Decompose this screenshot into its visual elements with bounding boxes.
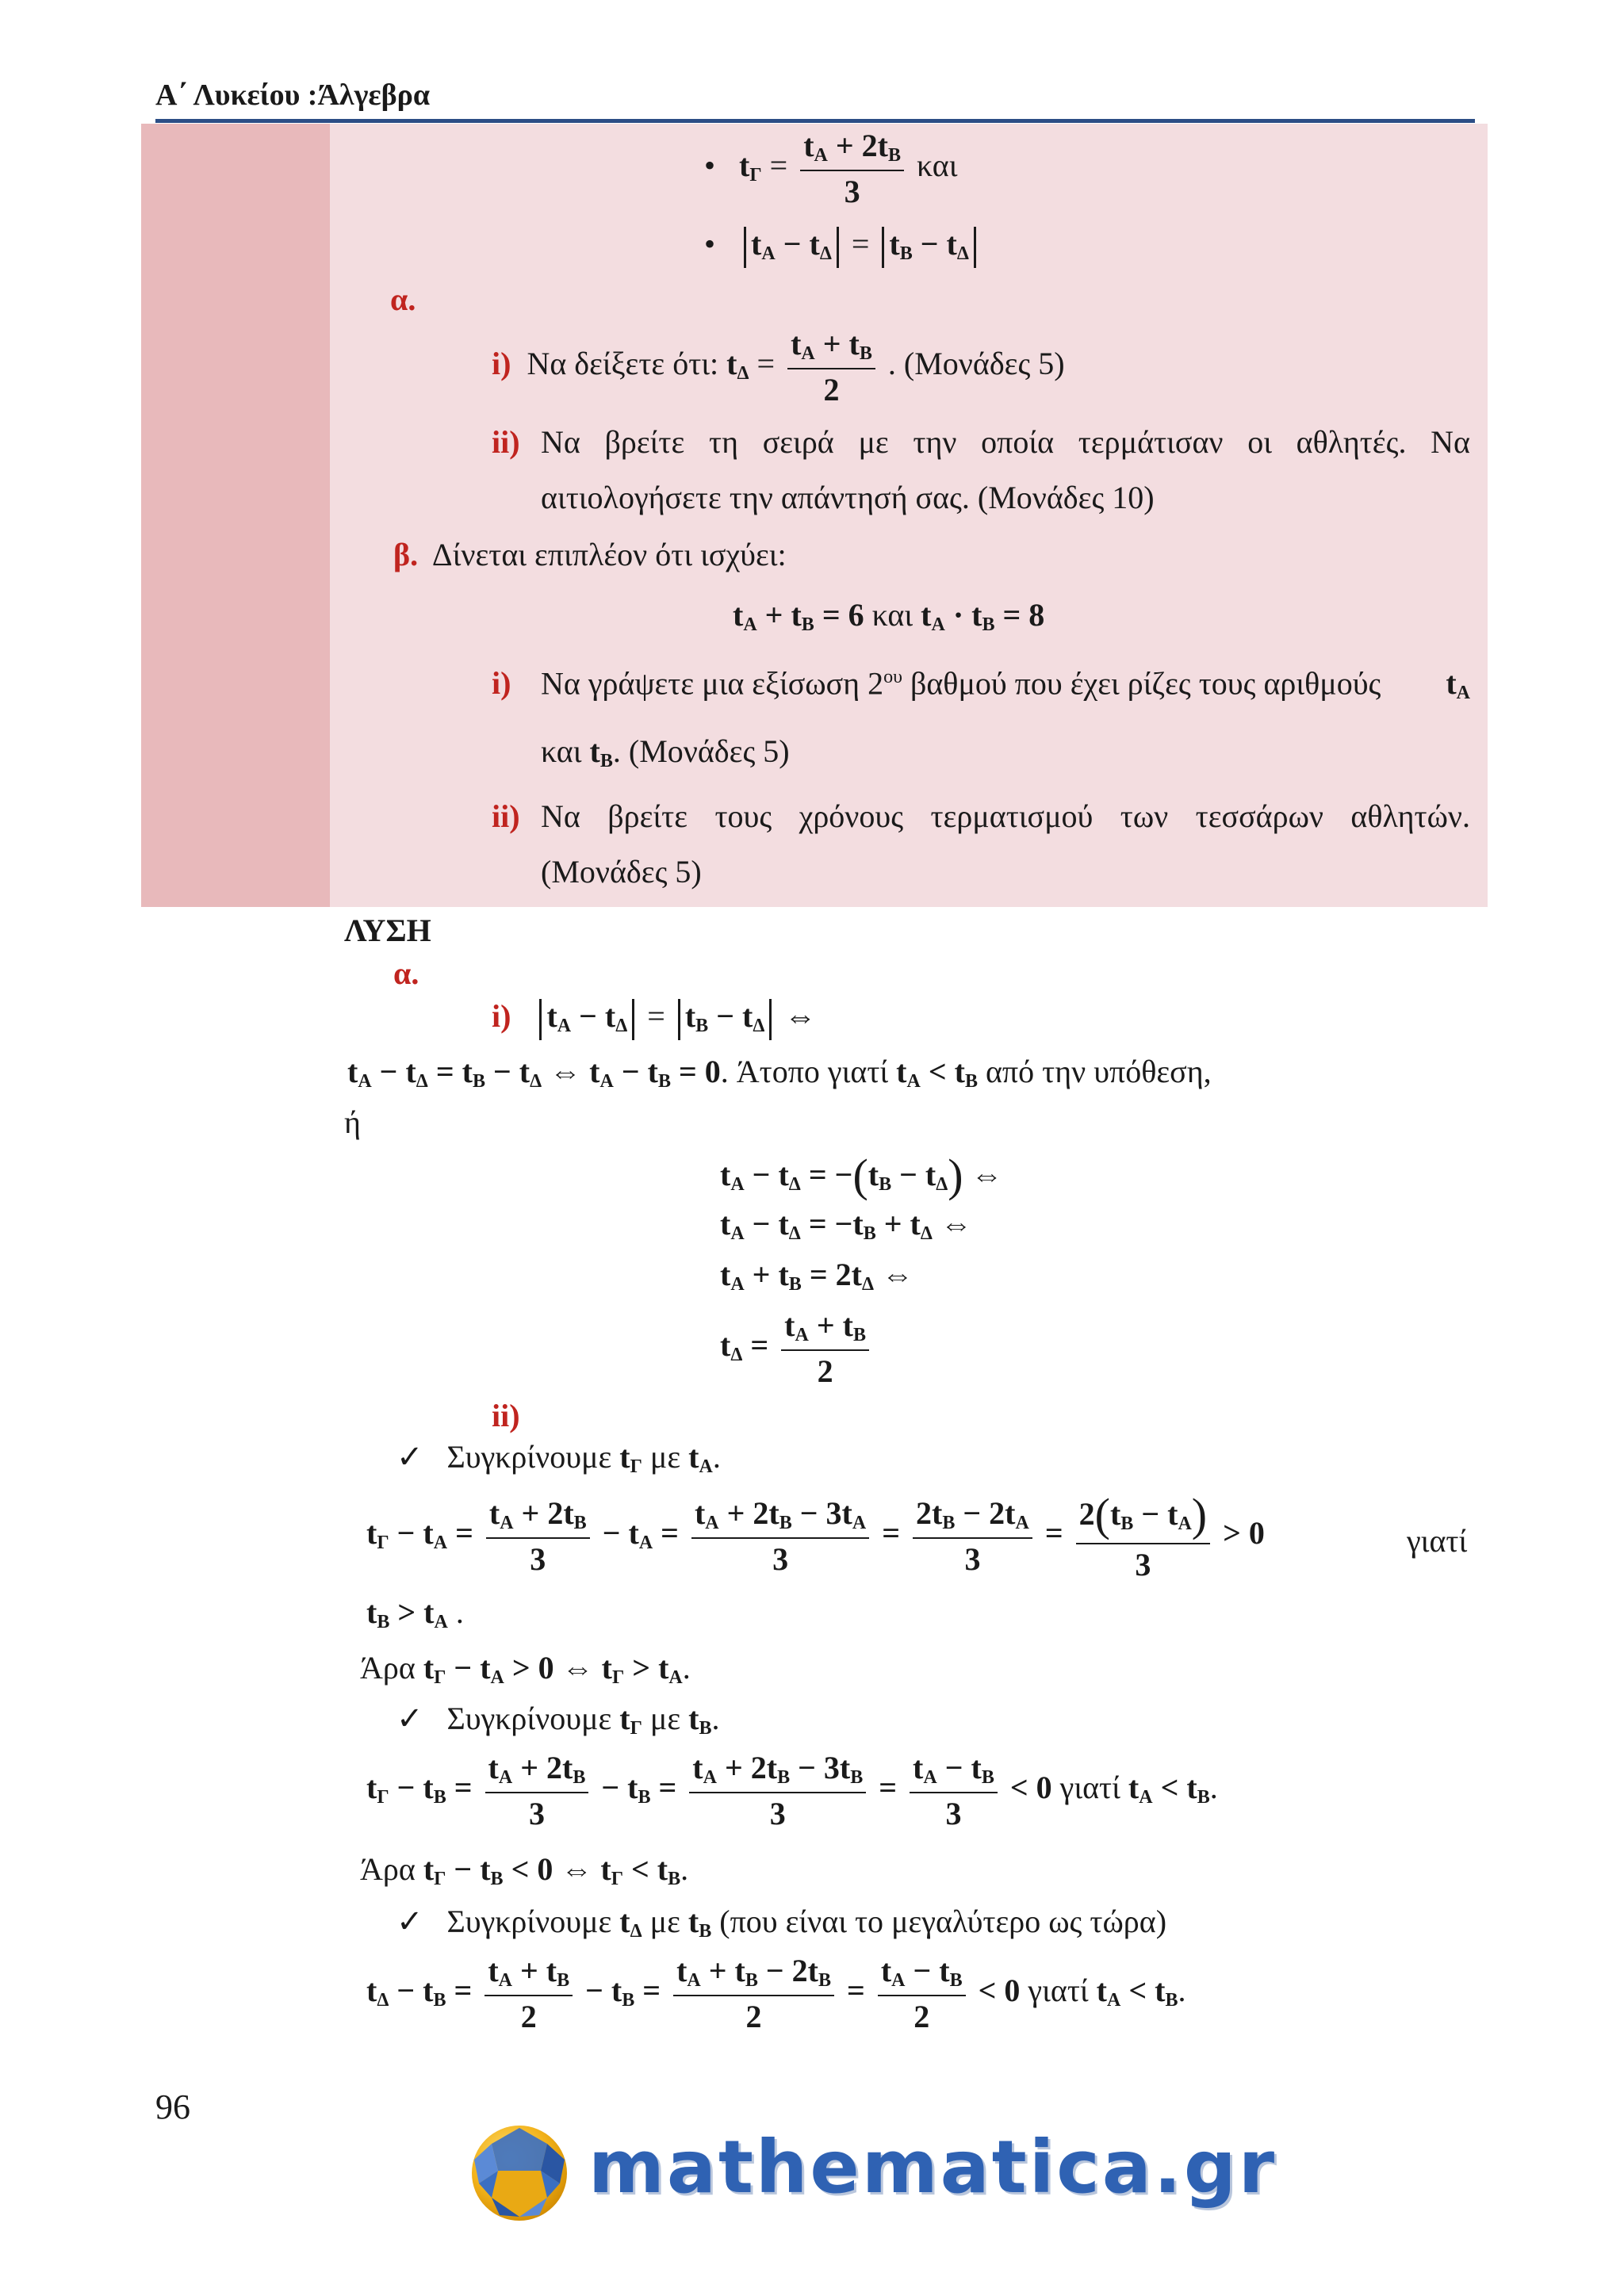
derivation-step-3: $t_A + t_B = 2t_\Delta$ ⇔ <box>720 1257 914 1295</box>
b-i-line2: και $t_B$. (Μονάδες 5) <box>541 733 790 771</box>
part-a-label: α. <box>390 281 416 317</box>
derivation-step-2: $t_A - t_\Delta = -t_B + t_\Delta$ ⇔ <box>720 1206 972 1244</box>
solution-i-row: i) $t_A - t_\Delta = t_B - t_\Delta$ ⇔ <box>492 999 816 1040</box>
b-ii-line1: Να βρείτε τους χρόνους τερματισμού των τεσσάρων αθλητών. <box>541 798 1470 834</box>
a-i-row: i) Να δείξετε ότι: $t_\Delta$ = $\frac{t_A + t_B}{2}$ . (Μονάδες 5) <box>492 326 1065 408</box>
compare-1: ✓ Συγκρίνουμε $t_\Gamma$ με $t_A$. <box>396 1439 721 1477</box>
b-ii-line2: (Μονάδες 5) <box>541 854 702 890</box>
solution-line1: $t_A - t_\Delta = t_B - t_\Delta$ ⇔ $t_A - t_B = 0$. Άτοπο γιατί $t_A < t_B$ από την υπόθεση, <box>347 1054 1212 1092</box>
logo-text: mathematica.gr <box>588 2125 1277 2210</box>
compare-1-reason: $t_B > t_A$ . <box>366 1594 464 1632</box>
therefore-1: Άρα $t_\Gamma - t_A > 0$ ⇔ $t_\Gamma > t_A$. <box>360 1650 691 1688</box>
b-equations: $t_A + t_B = 6$ και $t_A \cdot t_B = 8$ <box>733 597 1045 635</box>
solution-ii-label: ii) <box>492 1398 520 1433</box>
compare-2-equation: $t_\Gamma - t_B$ = $\frac{t_A + 2t_B}{3}$ − $t_B$ = $\frac{t_A + 2t_B - 3t_B}{3}$ = $\frac{t_A - t_B}{3}$ < 0 γιατί $t_A < t_B$. <box>366 1750 1218 1831</box>
checkmark-icon: ✓ <box>396 1904 423 1939</box>
page-header-title: Α΄ Λυκείου :Άλγεβρα <box>155 78 431 112</box>
part-b-row: β. Δίνεται επιπλέον ότι ισχύει: <box>393 537 787 572</box>
a-ii-line2: αιτιολογήσετε την απάντησή σας. (Μονάδες 10) <box>541 480 1155 515</box>
compare-3-equation: $t_\Delta - t_B$ = $\frac{t_A + t_B}{2}$ − $t_B$ = $\frac{t_A + t_B - 2t_B}{2}$ = $\frac{t_A - t_B}{2}$ < 0 γιατί $t_A < t_B$. <box>366 1953 1186 2034</box>
compare-2: ✓ Συγκρίνουμε $t_\Gamma$ με $t_B$. <box>396 1701 720 1739</box>
problem-box-sidebar <box>141 124 330 907</box>
compare-3: ✓ Συγκρίνουμε $t_\Delta$ με $t_B$ (που είναι το μεγαλύτερο ως τώρα) <box>396 1904 1167 1942</box>
b-ii-label: ii) <box>492 798 520 834</box>
because-text: γιατί <box>1407 1523 1468 1559</box>
therefore-2: Άρα $t_\Gamma - t_B < 0$ ⇔ $t_\Gamma < t_B$. <box>360 1851 689 1889</box>
solution-or: ή <box>344 1104 361 1140</box>
bullet-2: • $t_A - t_\Delta = t_B - t_\Delta$ <box>704 227 981 268</box>
logo-icon <box>468 2122 571 2225</box>
bullet-1: • $t_\Gamma$ = $\frac{t_A + 2t_B}{3}$ και <box>704 128 958 209</box>
b-i-label: i) <box>492 665 511 701</box>
derivation-step-1: $t_A - t_\Delta = -(t_B - t_\Delta)$ ⇔ <box>720 1150 1003 1201</box>
solution-a-label: α. <box>393 955 419 991</box>
page-number: 96 <box>155 2087 190 2126</box>
a-ii-label: ii) <box>492 424 520 460</box>
derivation-step-4: $t_\Delta$ = $\frac{t_A + t_B}{2}$ <box>720 1310 874 1387</box>
b-i-line1: Να γράψετε μια εξίσωση $2^{o\upsilon}$ βαθμού που έχει ρίζες τους αριθμούς $t_A$ <box>541 665 1470 703</box>
checkmark-icon: ✓ <box>396 1439 423 1475</box>
a-ii-line1: Να βρείτε τη σειρά με την οποία τερμάτισαν οι αθλητές. Να <box>541 424 1470 460</box>
header-rule <box>155 119 1475 123</box>
solution-title: ΛΥΣΗ <box>344 913 431 948</box>
checkmark-icon: ✓ <box>396 1701 423 1736</box>
compare-1-equation: $t_\Gamma - t_A$ = $\frac{t_A + 2t_B}{3}$ − $t_A$ = $\frac{t_A + 2t_B - 3t_A}{3}$ = $\frac{2t_B - 2t_A}{3}$ = $\frac{2(t_B - t_A)}{3}$ > 0 <box>366 1489 1265 1582</box>
